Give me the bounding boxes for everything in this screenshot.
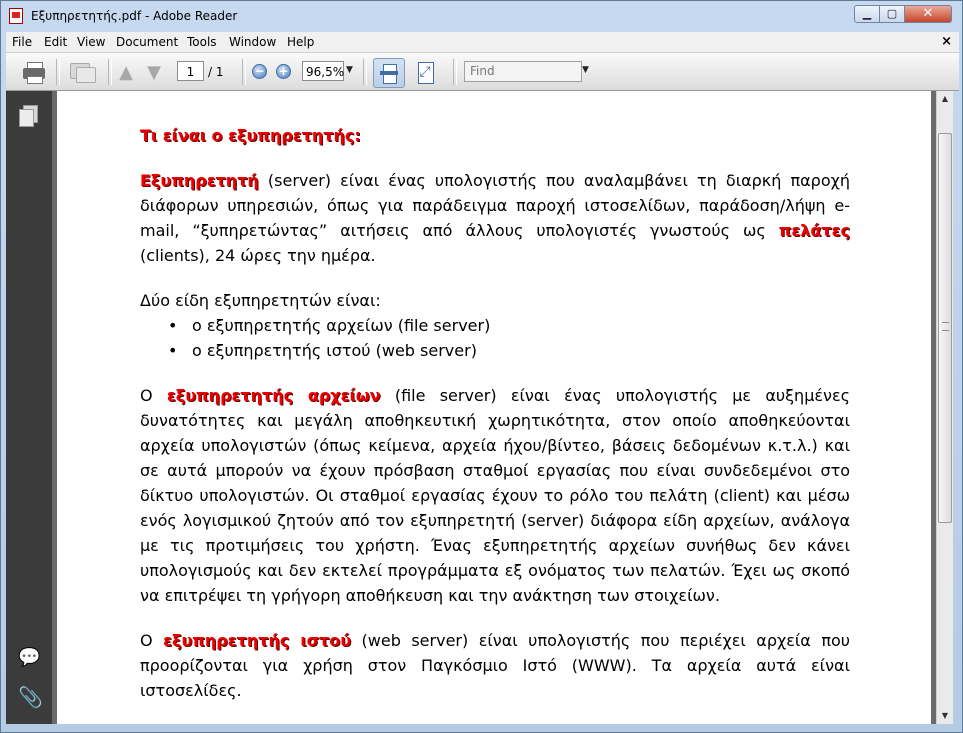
- previous-page-icon[interactable]: ▲: [119, 62, 133, 83]
- paragraph-web-server: [140, 628, 850, 703]
- menu-edit[interactable]: Edit: [44, 35, 68, 49]
- zoom-in-icon[interactable]: +: [276, 64, 291, 79]
- navigation-panel: [6, 91, 52, 724]
- menu-file[interactable]: File: [12, 35, 33, 49]
- comments-icon[interactable]: 💬: [18, 647, 41, 668]
- paragraph-gap: [140, 608, 850, 628]
- toolbar-divider: [242, 59, 246, 85]
- definition-text-a: (server) είναι ένας υπολογιστής που αναλαμβάνει τη διαρκή παροχή διάφορων υπηρεσιών, όπως για παράδειγμα παροχή ιστοσελίδων, παράδοση/λήψη e-mail, “ξυπηρετώντας” αιτήσεις από άλλους υπολογιστές γνωστούς ως: [140, 171, 850, 240]
- heading-text: Τι είναι ο εξυπηρετητής:: [140, 126, 361, 145]
- paragraph-gap: [140, 363, 850, 383]
- attachment-icon[interactable]: 📎: [18, 685, 43, 709]
- title-bar[interactable]: [1, 1, 962, 32]
- web-server-text: (web server) είναι υπολογιστής που περιέχει αρχεία που προορίζονται για χρήση στον Παγκόσμιο Ιστό (WWW). Τα αρχεία αυτά είναι ιστοσελίδες.: [140, 631, 850, 700]
- toolbar-divider: [453, 59, 457, 85]
- print-icon[interactable]: [21, 60, 47, 84]
- paragraph-gap: [140, 268, 850, 288]
- zoom-level-input[interactable]: 96,5%: [302, 61, 344, 81]
- toolbar-divider: [56, 59, 60, 85]
- file-server-prefix: Ο: [140, 386, 167, 405]
- term-clients: πελάτες: [778, 221, 850, 240]
- page-heading: [140, 123, 850, 148]
- scroll-down-arrow-icon[interactable]: ▼: [941, 711, 949, 720]
- menu-help[interactable]: Help: [287, 35, 315, 49]
- list-item: • ο εξυπηρετητής ιστού (web server): [164, 338, 850, 363]
- pdf-file-icon: [9, 8, 23, 24]
- paragraph-file-server: [140, 383, 850, 608]
- fit-page-icon[interactable]: [414, 60, 436, 84]
- print-tray: [27, 76, 43, 84]
- term-web-server: εξυπηρετητής ιστού: [163, 631, 352, 650]
- page-number-input[interactable]: 1: [177, 61, 204, 81]
- pages-icon[interactable]: [18, 105, 40, 127]
- vertical-scrollbar[interactable]: [936, 91, 953, 724]
- minimize-button[interactable]: ▁: [854, 5, 880, 23]
- toolbar-divider: [363, 59, 367, 85]
- menu-document[interactable]: Document: [116, 35, 179, 49]
- fit-width-bar: [380, 71, 398, 75]
- pages-sheet-front: [19, 109, 34, 127]
- maximize-button[interactable]: ▢: [879, 5, 905, 23]
- web-server-prefix: Ο: [140, 631, 164, 650]
- find-input[interactable]: Find: [464, 61, 582, 82]
- zoom-dropdown-arrow-icon[interactable]: ▼: [346, 65, 353, 75]
- paragraph-definition: [140, 168, 850, 268]
- term-server: Εξυπηρετητή: [140, 171, 259, 190]
- fit-page-symbol: ⤢: [419, 64, 431, 80]
- review-icon[interactable]: [68, 61, 96, 83]
- page-total: / 1: [208, 65, 224, 79]
- paragraph-types-intro: Δύο είδη εξυπηρετητών είναι:: [140, 291, 381, 310]
- scrollbar-grip-icon: [942, 322, 949, 331]
- list-item: • ο εξυπηρετητής αρχείων (file server): [164, 313, 850, 338]
- next-page-icon[interactable]: ▼: [147, 62, 161, 83]
- fit-width-icon[interactable]: [373, 58, 405, 88]
- menu-tools[interactable]: Tools: [187, 35, 217, 49]
- zoom-out-icon[interactable]: −: [252, 64, 267, 79]
- server-types-list: [140, 313, 850, 363]
- window-title: Εξυπηρετητής.pdf - Adobe Reader: [31, 9, 238, 23]
- definition-text-b: (clients), 24 ώρες την ημέρα.: [140, 246, 376, 265]
- review-sheet-front: [76, 67, 96, 83]
- find-dropdown-arrow-icon[interactable]: ▼: [582, 65, 589, 75]
- menu-window[interactable]: Window: [229, 35, 277, 49]
- scroll-up-arrow-icon[interactable]: ▲: [941, 94, 949, 103]
- scrollbar-thumb[interactable]: [938, 133, 952, 523]
- toolbar: [6, 52, 959, 91]
- menu-view[interactable]: View: [77, 35, 106, 49]
- document-view[interactable]: [52, 91, 936, 724]
- menu-bar: [6, 32, 959, 52]
- close-button[interactable]: ✕: [904, 5, 952, 23]
- file-server-text: (file server) είναι ένας υπολογιστής με αυξημένες δυνατότητες και μεγάλη αποθηκευτική χωρητικότητα, στον οποίο αποθηκεύονται αρχεία υπολογιστών (όπως κείμενα, αρχεία ήχου/βίντεο, βάσεις δεδομένων κ.τ.λ.) και σε αυτά μπορούν να έχουν πρόσβαση σταθμοί εργασίας που είναι συνδεδεμένοι στο δίκτυο υπολογιστών. Οι σταθμοί εργασίας έχουν το ρόλο του πελάτη (client) και μέσω ενός λογισμικού ζητούν από τον εξυπηρετητή (server) διάφορα είδη αρχείων, ανάλογα με τις προτιμήσεις του χρήστη. Ένας εξυπηρετητής αρχείων συνήθως δεν κάνει υπολογισμούς και δεν εκτελεί προγράμματα εξ ονόματος των πελατών. Έχει ως σκοπό να επιτρέψει τη γρήγορη αποθήκευση και την ανάκτηση των στοιχείων.: [140, 386, 850, 605]
- document-close-button[interactable]: ×: [941, 34, 952, 49]
- toolbar-divider: [108, 59, 112, 85]
- paragraph-gap: [140, 148, 850, 168]
- term-file-server: εξυπηρετητής αρχείων: [166, 386, 381, 405]
- page-content: [140, 123, 850, 703]
- pdf-page: [57, 91, 931, 724]
